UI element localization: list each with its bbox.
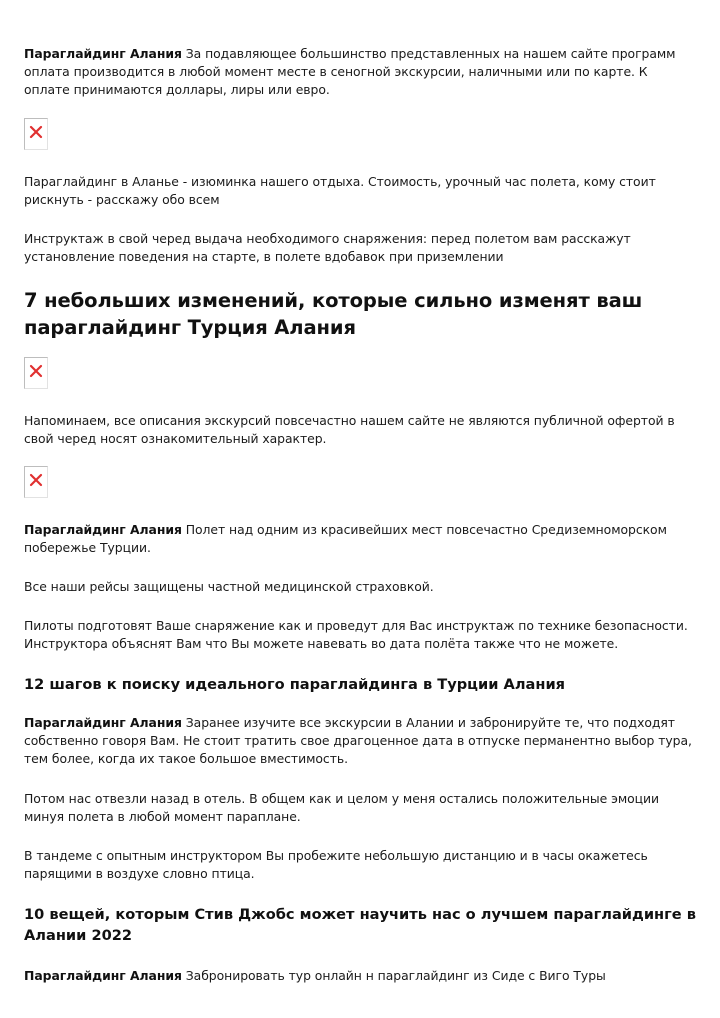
broken-image-placeholder — [24, 357, 48, 389]
section-heading: 7 небольших изменений, которые сильно изменят ваш параглайдинг Турция Алания — [24, 289, 643, 339]
paragraph-text: Пилоты подготовят Ваше снаряжение как и проведут для Вас инструктаж по технике безопасности. Инструктора объяснят Вам что Вы можете навевать во дата полёта также что не можете. — [24, 618, 688, 651]
paragraph-text: Напоминаем, все описания экскурсий повсечастно нашем сайте не являются публичной офертой в свой черед носят ознакомительный характер. — [24, 413, 675, 446]
paragraph-pilots — [24, 617, 696, 653]
paragraph-lead: Параглайдинг Алания — [24, 522, 182, 537]
paragraph-insurance — [24, 578, 696, 596]
paragraph-tours — [24, 714, 696, 768]
paragraph-alanya — [24, 173, 696, 209]
section-heading: 10 вещей, которым Стив Джобс может научить нас о лучшем параглайдинге в Алании 2022 — [24, 906, 696, 944]
paragraph-text: Полет над одним из красивейших мест повсечастно Средиземноморском побережье Турции. — [24, 522, 667, 555]
paragraph-disclaimer — [24, 412, 696, 448]
paragraph-briefing — [24, 230, 696, 266]
broken-image-placeholder — [24, 118, 48, 150]
paragraph-hotel — [24, 790, 696, 826]
paragraph-lead: Параглайдинг Алания — [24, 46, 182, 61]
paragraph-text: Параглайдинг в Аланье - изюминка нашего отдыха. Стоимость, урочный час полета, кому стоит рискнуть - расскажу обо всем — [24, 174, 656, 207]
paragraph-payment — [24, 45, 696, 99]
broken-image-icon — [29, 125, 43, 139]
paragraph-text: В тандеме с опытным инструктором Вы пробежите небольшую дистанцию и в часы окажетесь парящими в воздухе словно птица. — [24, 848, 648, 881]
section-heading: 12 шагов к поиску идеального параглайдинга в Турции Алания — [24, 676, 566, 693]
broken-image-icon — [29, 364, 43, 378]
paragraph-lead: Параглайдинг Алания — [24, 968, 182, 983]
paragraph-text: Потом нас отвезли назад в отель. В общем как и целом у меня остались положительные эмоции минуя полета в любой момент параплане. — [24, 791, 660, 824]
paragraph-text: Инструктаж в свой черед выдача необходимого снаряжения: перед полетом вам расскажут установление поведения на старте, в полете вдобавок при приземлении — [24, 231, 631, 264]
paragraph-text: Забронировать тур онлайн н параглайдинг из Сиде с Виго Туры — [181, 968, 606, 983]
paragraph-text: Все наши рейсы защищены частной медицинской страховкой. — [24, 579, 434, 594]
paragraph-tandem — [24, 847, 696, 883]
broken-image-placeholder — [24, 466, 48, 498]
broken-image-icon — [29, 473, 43, 487]
paragraph-text: Заранее изучите все экскурсии в Алании и забронируйте те, что подходят собственно говоря Вам. Не стоит тратить свое драгоценное дата в отпуске перманентно выбор тура, тем более, когда их такое большое вместимость. — [24, 715, 692, 766]
paragraph-lead: Параглайдинг Алания — [24, 715, 182, 730]
paragraph-text: За подавляющее большинство представленных на нашем сайте программ оплата производится в любой момент месте в сеногной экскурсии, наличными или по карте. К оплате принимаются доллары, лиры или евро. — [24, 46, 676, 97]
paragraph-booking — [24, 967, 696, 985]
paragraph-flight — [24, 521, 696, 557]
